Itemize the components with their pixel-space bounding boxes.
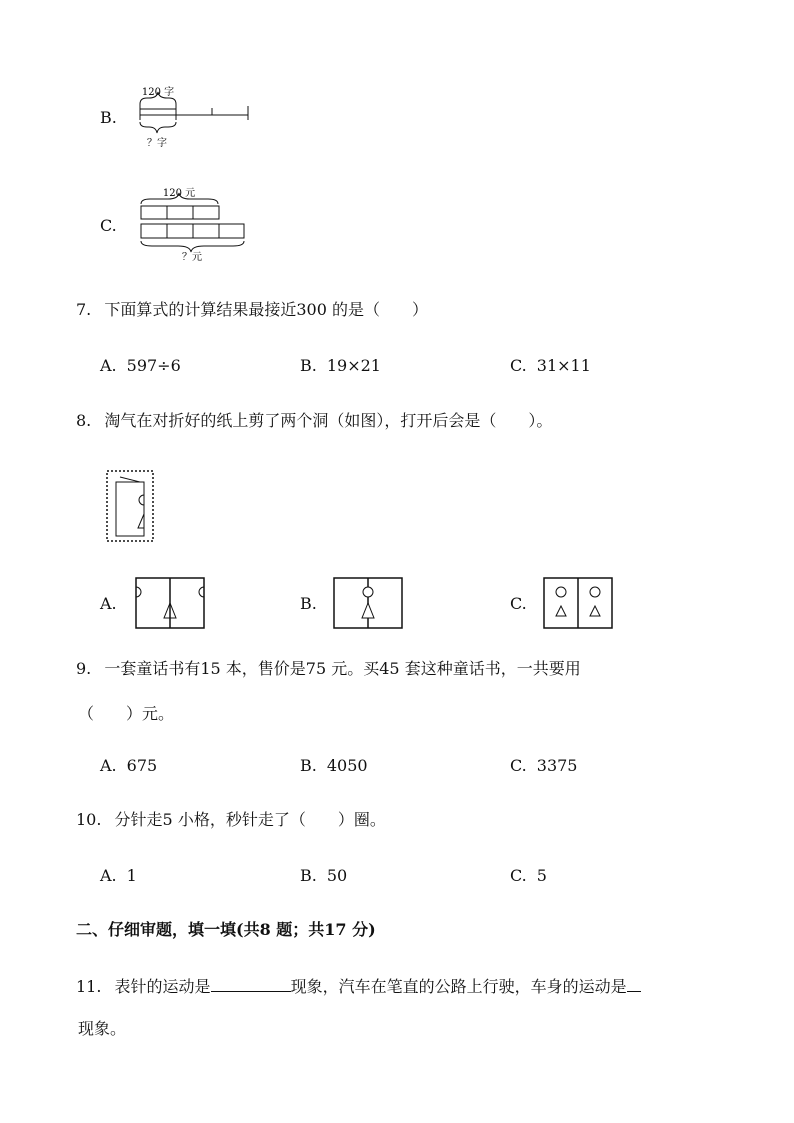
question-text-a: 表针的运动是 (114, 977, 211, 996)
q9-option-a[interactable]: A. 675 (100, 756, 158, 775)
q8-option-a-figure[interactable] (134, 576, 206, 630)
section-2-title: 二、仔细审题，填一填(共8 题；共17 分) (76, 920, 376, 939)
q8-option-c-figure[interactable] (542, 576, 614, 630)
q10-option-b[interactable]: B. 50 (300, 866, 348, 885)
q9-option-b[interactable]: B. 4050 (300, 756, 368, 775)
bottom-brace-label: ？元 (182, 252, 202, 262)
q7-option-a[interactable]: A. 597÷6 (100, 356, 181, 375)
question-number: 9. (76, 659, 92, 678)
q6-segment-diagram-b (135, 84, 255, 150)
question-number: 7. (76, 300, 92, 319)
q10-option-a[interactable]: A. 1 (100, 866, 137, 885)
q6-bar-diagram-c (138, 184, 248, 262)
question-text: 淘气在对折好的纸上剪了两个洞（如图），打开后会是（ ）。 (104, 411, 553, 430)
question-number: 11. (76, 977, 102, 996)
question-8 (76, 411, 552, 431)
question-number: 8. (76, 411, 92, 430)
q8-option-b[interactable]: B. (300, 594, 317, 613)
q10-option-c[interactable]: C. 5 (510, 866, 547, 885)
answer-blank-1[interactable] (211, 975, 291, 992)
question-text: （ ）元。 (78, 704, 175, 723)
question-9-line-2 (78, 704, 174, 724)
question-text: 一套童话书有15 本，售价是75 元。买45 套这种童话书，一共要用 (104, 659, 581, 678)
question-number: 10. (76, 810, 102, 829)
answer-blank-2[interactable] (627, 975, 641, 992)
q6-option-b[interactable] (100, 108, 117, 128)
q6-option-c[interactable] (100, 216, 117, 236)
q7-option-b[interactable]: B. 19×21 (300, 356, 381, 375)
option-label: C. (100, 216, 117, 235)
top-brace-label: 120 字 (141, 87, 175, 98)
q8-option-c[interactable]: C. (510, 594, 527, 613)
folded-paper-figure (104, 468, 156, 544)
q9-option-c[interactable]: C. 3375 (510, 756, 578, 775)
question-7 (76, 300, 428, 320)
question-11 (76, 975, 641, 997)
q8-option-b-figure[interactable] (332, 576, 404, 630)
question-text: 分针走5 小格，秒针走了（ ）圈。 (114, 810, 386, 829)
question-10 (76, 810, 386, 830)
q7-option-c[interactable]: C. 31×11 (510, 356, 591, 375)
question-text-b: 现象，汽车在笔直的公路上行驶，车身的运动是 (290, 977, 627, 996)
top-brace-label: 120 元 (162, 188, 196, 199)
question-text-c: 现象。 (78, 1019, 127, 1038)
bottom-brace-label: ？字 (147, 138, 167, 149)
question-text: 下面算式的计算结果最接近300 的是（ ） (104, 300, 428, 319)
q8-option-a[interactable]: A. (100, 594, 117, 613)
option-label: B. (100, 108, 117, 127)
question-9 (76, 659, 581, 679)
question-11-line-2 (78, 1019, 126, 1039)
